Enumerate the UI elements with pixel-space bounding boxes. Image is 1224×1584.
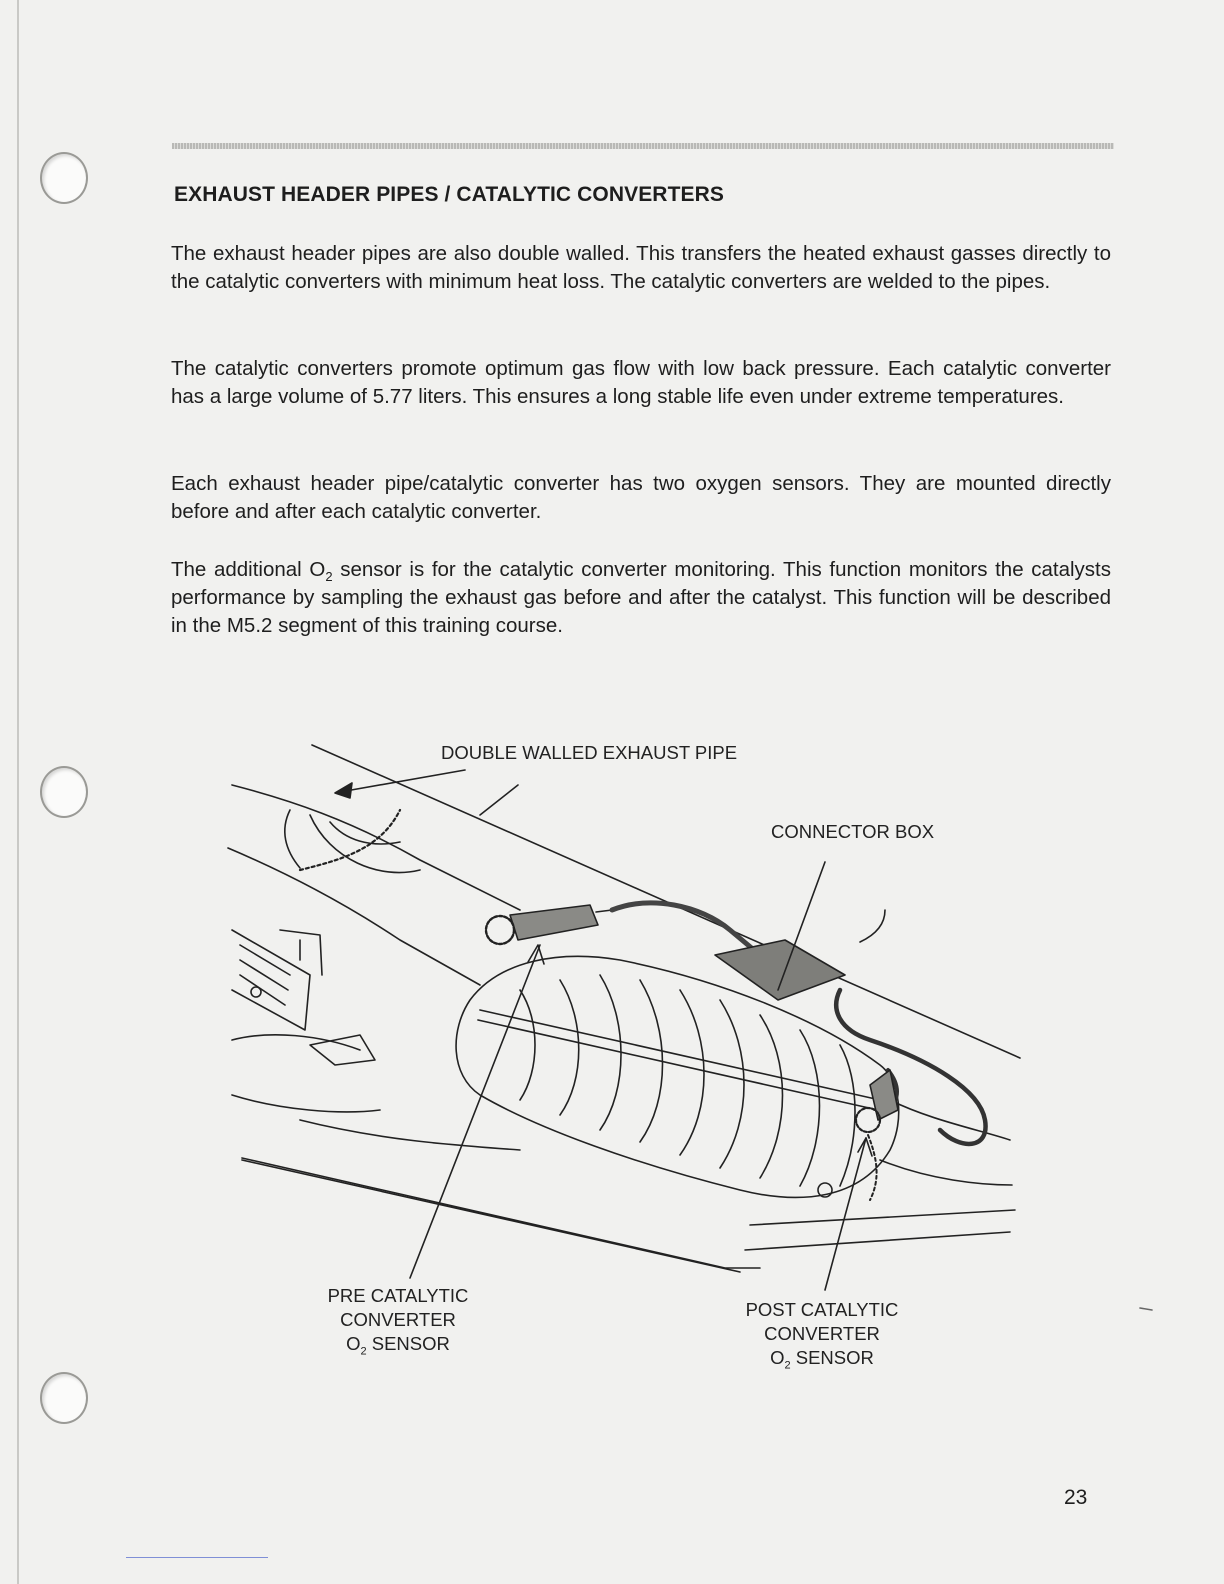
paragraph-gas-flow: The catalytic converters promote optimum gas flow with low back pressure. Each catalytic converter has a large volume of 5.77 liters. This ensures a long stable life even under extreme temperatures. [171,357,1111,408]
label-post-catalytic-sensor [732,1298,912,1370]
label-pre-line3 [316,1332,480,1356]
label-pre-line2: CONVERTER [340,1309,456,1330]
diagram-exhaust-pipe-top [232,785,520,910]
label-double-walled-exhaust-pipe: DOUBLE WALLED EXHAUST PIPE [441,742,738,763]
label-post-sensor: SENSOR [790,1347,874,1368]
label-post-line2: CONVERTER [764,1323,880,1344]
diagram-exhaust-pipe-bottom [228,848,480,985]
label-pre-sensor: SENSOR [366,1333,450,1354]
leader-double-walled [340,770,465,792]
label-connector-box: CONNECTOR BOX [771,821,935,842]
paragraph-monitoring-start: The additional O [171,558,326,581]
bottom-edge-line [126,1557,268,1558]
label-post-line3 [732,1346,912,1370]
label-post-line1: POST CATALYTIC [745,1299,899,1320]
paragraph-monitoring-end: sensor is for the catalytic converter monitoring. This function monitors the catalysts performance by sampling the exhaust gas before and after the catalyst. This function will be described in the M5.2 segment of this training course. [171,558,1111,637]
label-post-subscript: 2 [784,1359,791,1372]
label-pre-catalytic-sensor [316,1284,480,1356]
diagram-pre-cat-sensor [510,905,598,940]
label-pre-line1: PRE CATALYTIC [327,1285,469,1306]
label-pre-o: O [346,1333,361,1354]
paragraph-header-pipes: The exhaust header pipes are also double walled. This transfers the heated exhaust gasses directly to the catalytic converters with minimum heat loss. The catalytic converters are welded to the pipes. [171,242,1111,293]
paragraph-oxygen-sensors: Each exhaust header pipe/catalytic converter has two oxygen sensors. They are mounted directly before and after each catalytic converter. [171,472,1111,523]
section-heading: EXHAUST HEADER PIPES / CATALYTIC CONVERTERS [174,183,724,206]
label-pre-subscript: 2 [360,1345,367,1358]
label-post-o: O [770,1347,785,1368]
page-number: 23 [1064,1486,1088,1509]
paragraph-monitoring-subscript: 2 [325,569,333,585]
leader-post-cat [825,1138,866,1290]
